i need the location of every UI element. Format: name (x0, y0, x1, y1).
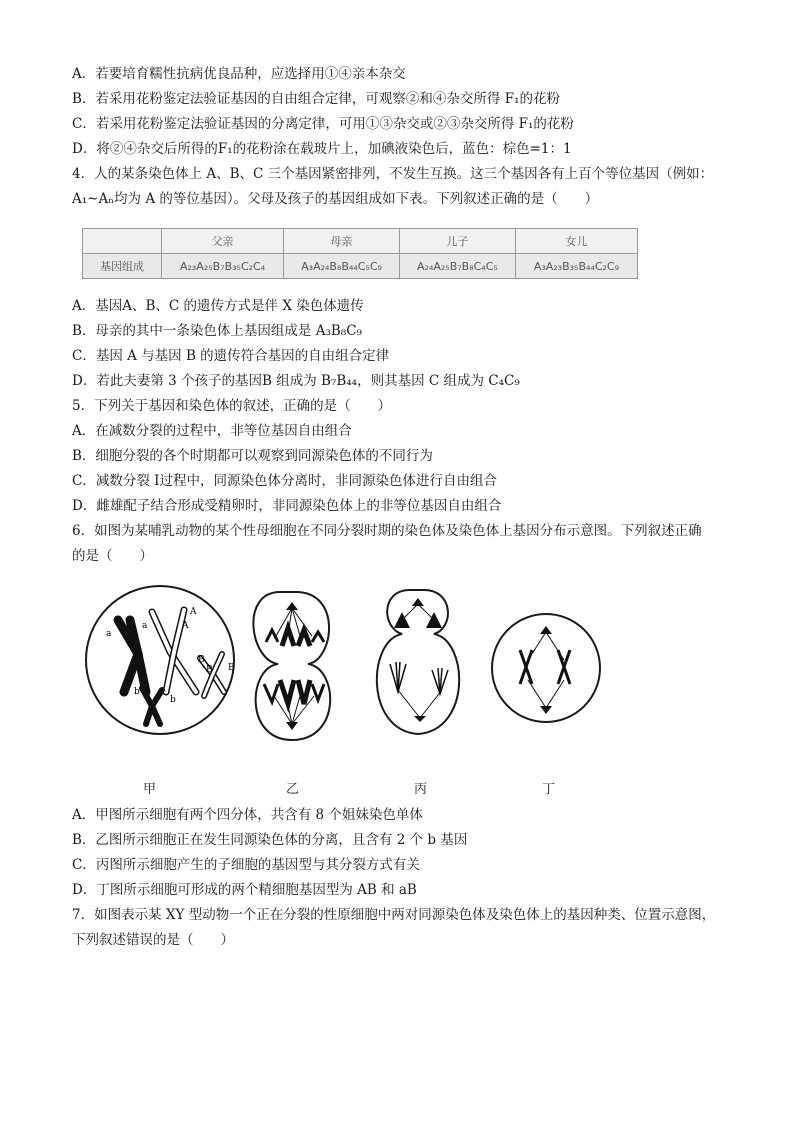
q6-option-d: D．丁图所示细胞可形成的两个精细胞基因型为 AB 和 aB (72, 882, 417, 898)
table-header-blank (83, 229, 162, 254)
q5-stem: 5．下列关于基因和染色体的叙述，正确的是（ ） (72, 398, 392, 414)
cell-bing-diagram (377, 590, 459, 734)
figure-caption-bing: 丙 (414, 782, 428, 797)
prev-option-a: A．若要培育糯性抗病优良品种，应选择用①④亲本杂交 (72, 66, 406, 82)
cell-division-figure (80, 580, 620, 770)
q7-stem-line1: 7．如图表示某 XY 型动物一个正在分裂的性原细胞中两对同源染色体及染色体上的基因种类、位置示意图， (72, 907, 716, 923)
cell-jia-diagram (86, 586, 235, 734)
q6-option-c: C．丙图所示细胞产生的子细胞的基因型与其分裂方式有关 (72, 857, 420, 873)
gene-label: B (198, 655, 205, 665)
table-header-son: 儿子 (399, 229, 515, 254)
gene-label: a (106, 629, 112, 639)
table-row-label: 基因组成 (83, 254, 162, 279)
gene-label: a (142, 621, 148, 631)
q5-option-d: D．雌雄配子结合形成受精卵时，非同源染色体上的非等位基因自由组合 (72, 498, 502, 514)
q5-option-c: C．减数分裂 I过程中，同源染色体分离时，非同源染色体进行自由组合 (72, 473, 497, 489)
cell-ding-diagram (492, 614, 600, 722)
q6-stem-line1: 6．如图为某哺乳动物的某个性母细胞在不同分裂时期的染色体及染色体上基因分布示意图。下列叙述正确 (72, 523, 702, 539)
cell-yi-diagram (253, 592, 330, 740)
table-cell-daughter: A₃A₂₃B₃₅B₄₄C₂C₉ (515, 254, 637, 279)
table-header-mother: 母亲 (284, 229, 400, 254)
figure-caption-ding: 丁 (542, 782, 556, 797)
q4-option-d: D．若此夫妻第 3 个孩子的基因B 组成为 B₇B₄₄，则其基因 C 组成为 C₄C₉ (72, 373, 520, 389)
q4-option-a: A．基因A、B、C 的遗传方式是伴 X 染色体遗传 (72, 298, 364, 314)
prev-option-b: B．若采用花粉鉴定法验证基因的自由组合定律，可观察②和④杂交所得 F₁的花粉 (72, 91, 560, 107)
q4-stem-line1: 4．人的某条染色体上 A、B、C 三个基因紧密排列，不发生互换。这三个基因各有上百个等位基因（例如： (72, 166, 714, 182)
table-header-daughter: 女儿 (515, 229, 637, 254)
prev-option-c: C．若采用花粉鉴定法验证基因的分离定律，可用①③杂交或②③杂交所得 F₁的花粉 (72, 116, 574, 132)
q4-stem-line2: A₁~Aₙ均为 A 的等位基因）。父母及孩子的基因组成如下表。下列叙述正确的是（ ） (72, 191, 599, 207)
figure-caption-yi: 乙 (286, 782, 300, 797)
q4-option-c: C．基因 A 与基因 B 的遗传符合基因的自由组合定律 (72, 348, 390, 364)
q6-option-a: A．甲图所示细胞有两个四分体，共含有 8 个姐妹染色单体 (72, 807, 423, 823)
gene-label: b (170, 695, 176, 705)
figure-caption-jia: 甲 (143, 782, 157, 797)
gene-label: B (228, 663, 235, 673)
gene-label: B (206, 665, 213, 675)
q6-stem-line2: 的是（ ） (72, 548, 153, 564)
gene-label: A (190, 607, 197, 617)
q6-option-b: B．乙图所示细胞正在发生同源染色体的分离，且含有 2 个 b 基因 (72, 832, 468, 848)
q5-option-b: B．细胞分裂的各个时期都可以观察到同源染色体的不同行为 (72, 448, 433, 464)
prev-option-d: D．将②④杂交后所得的F₁的花粉涂在载玻片上，加碘液染色后，蓝色：棕色=1：1 (72, 141, 572, 157)
table-header-father: 父亲 (162, 229, 284, 254)
table-cell-son: A₂₄A₂₅B₇B₈C₄C₅ (399, 254, 515, 279)
q4-gene-table (82, 228, 638, 279)
gene-label: b (134, 687, 140, 697)
table-cell-mother: A₃A₂₄B₈B₄₄C₅C₉ (284, 254, 400, 279)
table-cell-father: A₂₃A₂₅B₇B₃₅C₂C₄ (162, 254, 284, 279)
q5-option-a: A．在减数分裂的过程中，非等位基因自由组合 (72, 423, 352, 439)
q7-stem-line2: 下列叙述错误的是（ ） (72, 932, 234, 948)
gene-label: A (182, 621, 189, 631)
q4-option-b: B．母亲的其中一条染色体上基因组成是 A₃B₈C₉ (72, 323, 362, 339)
